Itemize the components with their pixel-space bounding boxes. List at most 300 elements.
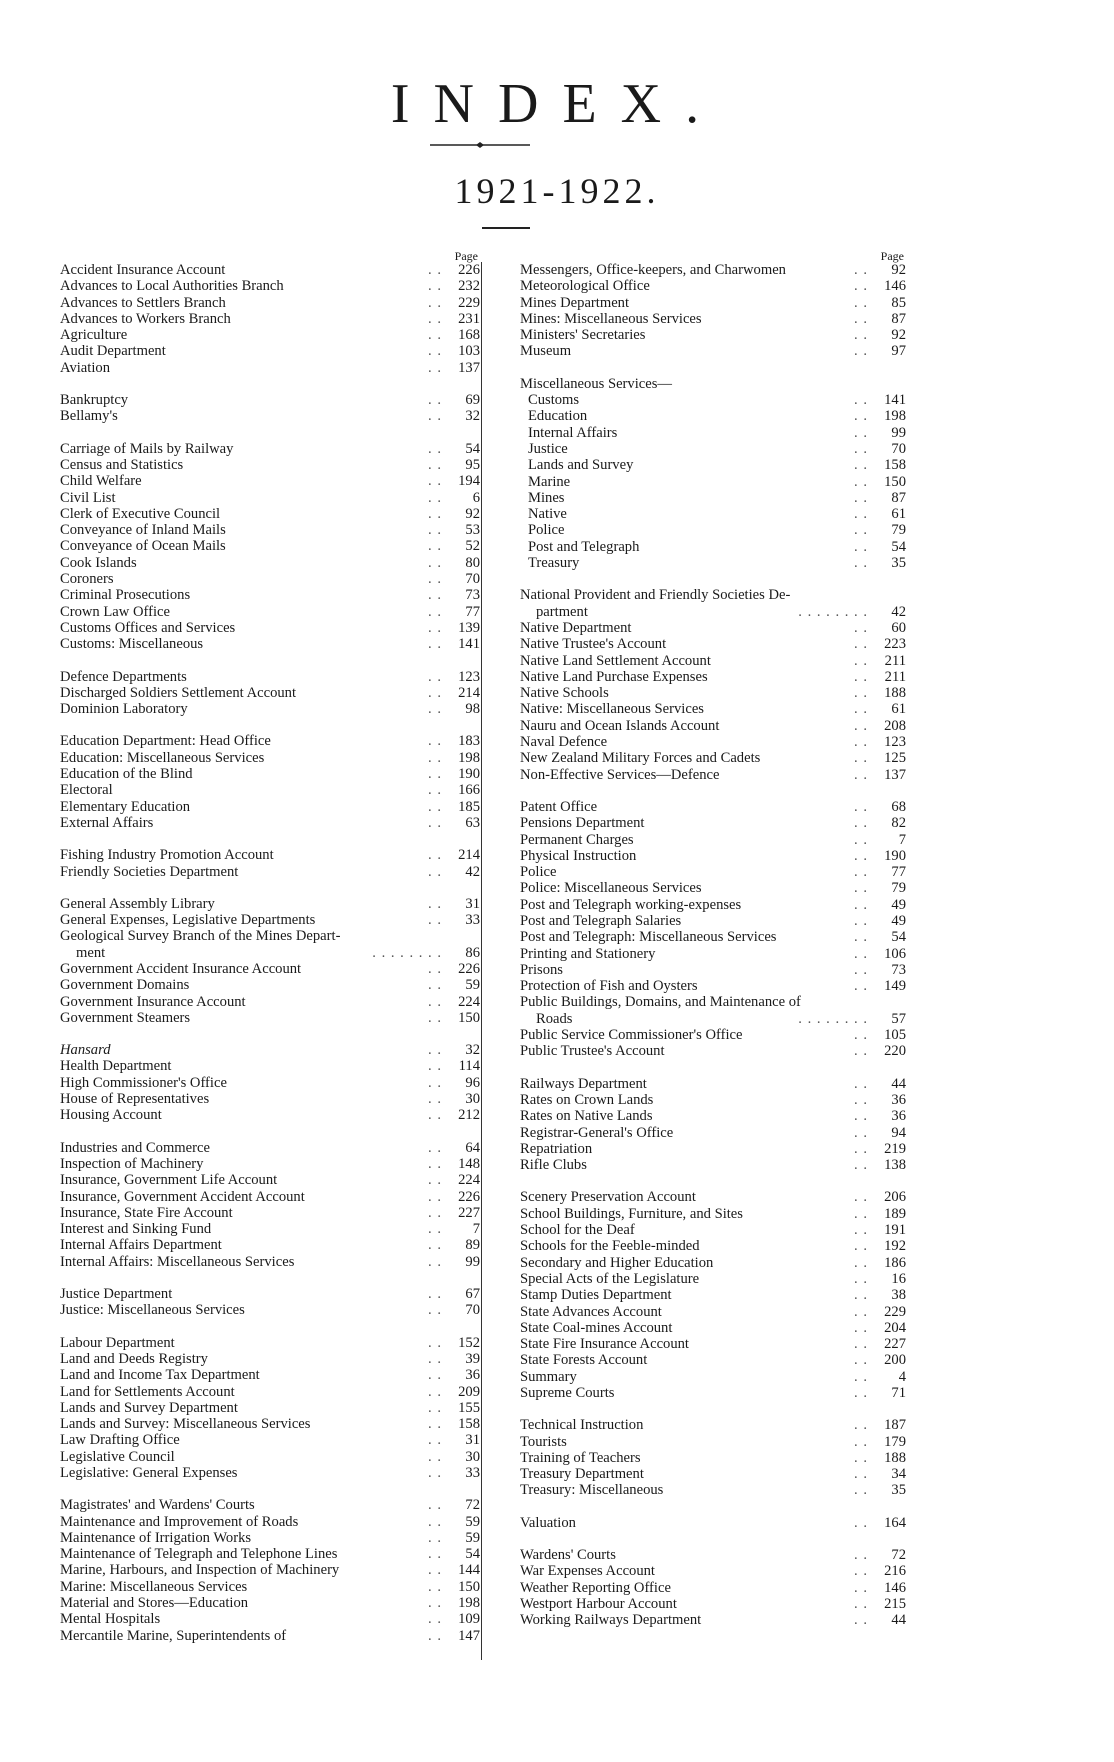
leader-dots: . . [854,1368,868,1385]
index-entry-label: Printing and Stationery [520,945,656,962]
leader-dots: . . [854,929,868,946]
page-number: 73 [891,961,906,978]
index-entry-label: Justice: Miscellaneous Services [60,1302,245,1319]
leader-dots: . . [428,603,442,620]
leader-dots: . . [854,1157,868,1174]
index-section [60,1286,480,1319]
index-entry-label: Maintenance of Telegraph and Telephone Lines [60,1546,338,1563]
leader-dots: . . [854,1075,868,1092]
index-entry [60,571,480,587]
index-entry-label: State Forests Account [520,1352,648,1369]
page-number: 79 [891,880,906,897]
leader-dots: . . [428,359,442,376]
page-number: 214 [458,684,480,701]
leader-dots: . . [854,1091,868,1108]
leader-dots: . . [428,1334,442,1351]
index-entry [520,1222,906,1238]
leader-dots: . . [428,1286,442,1303]
index-entry-label: Tourists [520,1433,567,1450]
page-number: 39 [465,1350,480,1367]
leader-dots: . . [428,1513,442,1530]
leader-dots: . . [854,961,868,978]
page-number: 54 [891,538,906,555]
index-entry-label: Treasury Department [520,1466,644,1483]
index-entry-label: Customs Offices and Services [60,619,236,636]
index-entry [60,1628,480,1644]
page-number: 146 [884,1579,906,1596]
index-entry [60,538,480,554]
index-entry [60,555,480,571]
index-entry [60,262,480,278]
page-number: 226 [458,262,480,278]
index-entry [520,1320,906,1336]
index-entry [520,636,906,652]
page-number: 227 [884,1336,906,1353]
page-title: INDEX. [390,73,724,135]
index-entry-label: Non-Effective Services—Defence [520,766,720,783]
leader-dots: . . [854,1385,868,1401]
index-entry-label: Defence Departments [60,668,187,685]
leader-dots: . . [854,392,868,409]
leader-dots: . . [428,1578,442,1595]
index-entry [520,1304,906,1320]
index-entry [60,1156,480,1172]
leader-dots: . . [428,1529,442,1546]
leader-dots: . . [428,1221,442,1238]
leader-dots: . . [854,1563,868,1580]
leader-dots: . . [854,1579,868,1596]
page-number: 231 [458,310,480,327]
leader-dots: . . [854,1449,868,1466]
leader-dots: . . [854,1027,868,1044]
page-number: 35 [891,1482,906,1499]
leader-dots: . . [854,880,868,897]
index-section [520,1189,906,1401]
index-entry-label: Friendly Societies Department [60,863,239,880]
index-section [520,376,906,572]
index-entry [60,1465,480,1481]
page-number: 7 [898,831,906,848]
index-entry-label: Meteorological Office [520,278,650,295]
leader-dots: . . [854,522,868,539]
index-entry [60,815,480,831]
leader-dots: . . [854,473,868,490]
index-entry [520,539,906,555]
page-number: 54 [891,929,906,946]
index-entry-label-continued: ment [76,944,106,961]
page-number: 99 [891,424,906,441]
index-entry-label: Native Land Settlement Account [520,652,711,669]
index-entry [520,864,906,880]
leader-dots: . . [854,1482,868,1499]
index-entry-label: Valuation [520,1514,576,1531]
index-entry [520,815,906,831]
index-entry-label: Permanent Charges [520,831,634,848]
page-number: 214 [458,847,480,864]
leader-dots: . . [428,587,442,604]
index-entry [520,295,906,311]
index-entry [60,1302,480,1318]
leader-dots: . . [854,489,868,506]
index-entry [60,490,480,506]
index-entry [60,636,480,652]
leader-dots: . . [854,1108,868,1125]
index-entry-label: Native: Miscellaneous Services [520,701,704,718]
leader-dots: . . [854,1319,868,1336]
page-number: 36 [891,1091,906,1108]
leader-dots: . . [428,1204,442,1221]
leader-dots: . . [854,457,868,474]
index-entry [60,1335,480,1351]
index-entry-label: Prisons [520,961,563,978]
index-entry-label: Education of the Blind [60,766,193,783]
page-number: 224 [458,1172,480,1189]
page-number: 147 [458,1627,480,1644]
index-entry [60,1579,480,1595]
index-entry-label: Post and Telegraph: Miscellaneous Services [520,929,777,946]
leader-dots: . . [854,717,868,734]
index-entry-label: Dominion Laboratory [60,701,188,718]
leader-dots: . . [428,912,442,929]
leader-dots: . . [428,1367,442,1384]
index-entry-label: Mines: Miscellaneous Services [520,310,702,327]
index-entry [60,1189,480,1205]
index-entry [520,620,906,636]
leader-dots: . . [428,1497,442,1514]
index-entry [60,685,480,701]
leader-dots: . . [854,636,868,653]
index-entry [520,1515,906,1531]
index-entry [520,1580,906,1596]
index-entry-label: Weather Reporting Office [520,1579,671,1596]
index-entry [520,278,906,294]
index-entry [520,343,906,359]
index-entry-label: Native Trustee's Account [520,636,667,653]
index-entry [60,360,480,376]
page-number: 87 [891,489,906,506]
index-entry-label: Patent Office [520,798,598,815]
index-entry-label: Civil List [60,489,116,506]
index-entry [520,1238,906,1254]
index-entry [520,1043,906,1059]
leader-dots: . . [854,278,868,295]
leader-dots: . . [428,1042,442,1059]
page-number: 53 [465,522,480,539]
index-section [60,262,480,376]
index-entry-label: Public Buildings, Domains, and Maintenance of [520,994,801,1011]
index-entry [520,897,906,913]
index-entry [60,1530,480,1546]
index-entry-label: Protection of Fish and Oysters [520,978,698,995]
index-entry [520,555,906,571]
index-entry-label: State Fire Insurance Account [520,1336,689,1353]
page-number: 87 [891,310,906,327]
index-entry-label: Naval Defence [520,734,608,751]
page-number: 72 [891,1547,906,1564]
index-entry [520,490,906,506]
index-entry [520,441,906,457]
index-entry [60,669,480,685]
index-entry [520,1563,906,1579]
leader-dots: . . [854,538,868,555]
index-entry [60,1416,480,1432]
index-entry-label: Magistrates' and Wardens' Courts [60,1497,255,1514]
page-number: 152 [458,1334,480,1351]
leader-dots: . . [854,1205,868,1222]
index-entry-label: Native [528,506,567,523]
index-entry-label: State Advances Account [520,1303,662,1320]
index-entry [520,327,906,343]
index-entry-label: Industries and Commerce [60,1139,210,1156]
index-entry [60,620,480,636]
page-number: 183 [458,733,480,750]
leader-dots: . . [428,473,442,490]
page-number: 59 [465,1513,480,1530]
index-entry-label: Aviation [60,359,110,376]
page-number: 226 [458,1188,480,1205]
page-number: 215 [884,1595,906,1612]
index-entry [60,1254,480,1270]
leader-dots: . . [428,636,442,653]
page-number: 158 [458,1416,480,1433]
page-number: 141 [884,392,906,409]
index-entry-label: Bankruptcy [60,392,129,409]
leader-dots: . . [854,652,868,669]
page-number: 7 [472,1221,480,1238]
leader-dots: . . [854,701,868,718]
index-entry-label: High Commissioner's Office [60,1074,227,1091]
index-entry [520,1352,906,1368]
index-entry [520,701,906,717]
page-number: 94 [891,1124,906,1141]
index-entry-label: New Zealand Military Forces and Cadets [520,750,761,767]
page-number: 92 [465,505,480,522]
index-entry [520,799,906,815]
page-number: 67 [465,1286,480,1303]
index-entry-label: Ministers' Secretaries [520,327,646,344]
page-number: 54 [465,1546,480,1563]
index-entry [520,929,906,945]
index-entry-label: Special Acts of the Legislature [520,1270,700,1287]
leader-dots: . . [428,554,442,571]
page-number: 86 [465,944,480,961]
index-entry-label: Material and Stores—Education [60,1595,249,1612]
page-number: 32 [465,408,480,425]
index-entry-label: Native Department [520,619,632,636]
index-entry [520,1482,906,1498]
leader-dots: . . [854,1417,868,1434]
leader-dots: . . [854,1336,868,1353]
index-entry [60,441,480,457]
index-entry-label: Schools for the Feeble-minded [520,1238,700,1255]
index-entry-label: Maintenance and Improvement of Roads [60,1513,299,1530]
leader-dots: . . [854,766,868,783]
index-entry-label: Supreme Courts [520,1385,615,1401]
title-rule [482,227,530,229]
index-entry [60,799,480,815]
ornament-divider [430,142,530,148]
index-entry [60,408,480,424]
page-number: 109 [458,1611,480,1628]
leader-dots: . . [854,1124,868,1141]
page-number: 137 [458,359,480,376]
leader-dots: . . [854,327,868,344]
leader-dots: . . [428,863,442,880]
index-entry-label: General Expenses, Legislative Departments [60,912,316,929]
page-number: 123 [458,668,480,685]
leader-dots: . . [854,1287,868,1304]
index-entry-label: General Assembly Library [60,895,215,912]
page-number: 224 [458,993,480,1010]
index-entry-label: School for the Deaf [520,1222,635,1239]
leader-dots: . . [854,555,868,572]
page-number: 99 [465,1253,480,1270]
leader-dots: . . [428,408,442,425]
index-entry-label: Police: Miscellaneous Services [520,880,702,897]
leader-dots: . . [854,750,868,767]
index-entry-label: Discharged Soldiers Settlement Account [60,684,297,701]
index-entry [60,473,480,489]
index-section [520,1515,906,1531]
page-number: 68 [891,798,906,815]
section-heading: Miscellaneous Services— [520,375,672,392]
page-number: 49 [891,912,906,929]
index-entry [60,457,480,473]
page-number: 42 [891,603,906,620]
leader-dots: . . [428,749,442,766]
leader-dots: . . [428,847,442,864]
page-number: 30 [465,1448,480,1465]
index-entry-label: Land and Income Tax Department [60,1367,260,1384]
page-number: 80 [465,554,480,571]
index-entry [60,1514,480,1530]
index-entry-label: Secondary and Higher Education [520,1254,714,1271]
page-number: 137 [884,766,906,783]
index-entry-label: State Coal-mines Account [520,1319,673,1336]
page-number: 192 [884,1238,906,1255]
index-entry-label: Agriculture [60,327,128,344]
index-entry-label: Health Department [60,1058,172,1075]
index-entry-label: Land for Settlements Account [60,1383,235,1400]
page-number: 208 [884,717,906,734]
page-number: 141 [458,636,480,653]
leader-dots: . . [428,798,442,815]
index-entry-label: Conveyance of Inland Mails [60,522,226,539]
index-entry-label: Cook Islands [60,554,137,571]
index-entry-label: Customs: Miscellaneous [60,636,204,653]
page-number: 89 [465,1237,480,1254]
index-entry [60,961,480,977]
page-number: 226 [458,960,480,977]
page-number: 209 [458,1383,480,1400]
index-entry [60,1562,480,1578]
leader-dots: . . [854,734,868,751]
index-entry-label: Treasury: Miscellaneous [520,1482,664,1499]
index-entry-label: Justice [528,440,568,457]
index-entry [520,1027,906,1043]
index-section [520,1417,906,1498]
index-entry-label: National Provident and Friendly Societies De- [520,587,791,604]
index-entry-label: Conveyance of Ocean Mails [60,538,226,555]
index-entry [520,1011,906,1027]
index-entry [60,1237,480,1253]
page-number: 52 [465,538,480,555]
index-entry [60,1058,480,1074]
index-entry-label: Coroners [60,571,114,588]
index-entry-label: Bellamy's [60,408,118,425]
index-entry-label: Maintenance of Irrigation Works [60,1529,252,1546]
leader-dots: . . [854,506,868,523]
index-entry-label: Rifle Clubs [520,1157,587,1174]
index-entry-label: Criminal Prosecutions [60,587,191,604]
index-entry [520,1108,906,1124]
index-entry [60,782,480,798]
index-entry-label: Mines [528,489,565,506]
page-number: 92 [891,327,906,344]
page-number: 35 [891,555,906,572]
index-entry [60,912,480,928]
leader-dots: . . [428,310,442,327]
index-entry-label: Lands and Survey Department [60,1399,238,1416]
index-entry-label: Museum [520,343,572,360]
page-number: 70 [465,571,480,588]
page-number: 59 [465,977,480,994]
index-entry [520,718,906,734]
leader-dots: . . [428,262,442,278]
page-number: 206 [884,1189,906,1206]
index-entry-label: Westport Harbour Account [520,1595,677,1612]
index-entry [520,653,906,669]
index-entry-label: Public Trustee's Account [520,1043,665,1060]
page-number: 179 [884,1433,906,1450]
leader-dots: . . [854,945,868,962]
index-section [60,896,480,1026]
index-entry [520,1189,906,1205]
index-entry [60,1367,480,1383]
index-entry [60,343,480,359]
index-column-left [60,250,480,1644]
index-entry-label: Nauru and Ocean Islands Account [520,717,720,734]
leader-dots: . . [854,831,868,848]
index-entry-label: Post and Telegraph working-expenses [520,896,742,913]
page-number: 71 [891,1385,906,1401]
page-number: 97 [891,343,906,360]
page-number: 54 [465,440,480,457]
index-entry-label: Physical Instruction [520,847,637,864]
leader-dots: . . [854,310,868,327]
index-entry [520,604,906,620]
leader-dots: . . [428,960,442,977]
leader-dots: . . [854,1433,868,1450]
page-number: 98 [465,701,480,718]
page-number: 6 [472,489,480,506]
page-number: 61 [891,506,906,523]
page-number: 211 [884,668,906,685]
index-entry [520,506,906,522]
page-number: 229 [884,1303,906,1320]
index-section [60,847,480,880]
index-entry-label: Technical Instruction [520,1417,644,1434]
index-entry [520,832,906,848]
page-column-label: Page [880,249,904,263]
leader-dots: . . [428,1383,442,1400]
leader-dots: . . [428,538,442,555]
leader-dots: . . [428,522,442,539]
index-entry-label: External Affairs [60,814,154,831]
leader-dots: . . [854,978,868,995]
index-entry [520,1255,906,1271]
index-entry-label: Elementary Education [60,798,191,815]
